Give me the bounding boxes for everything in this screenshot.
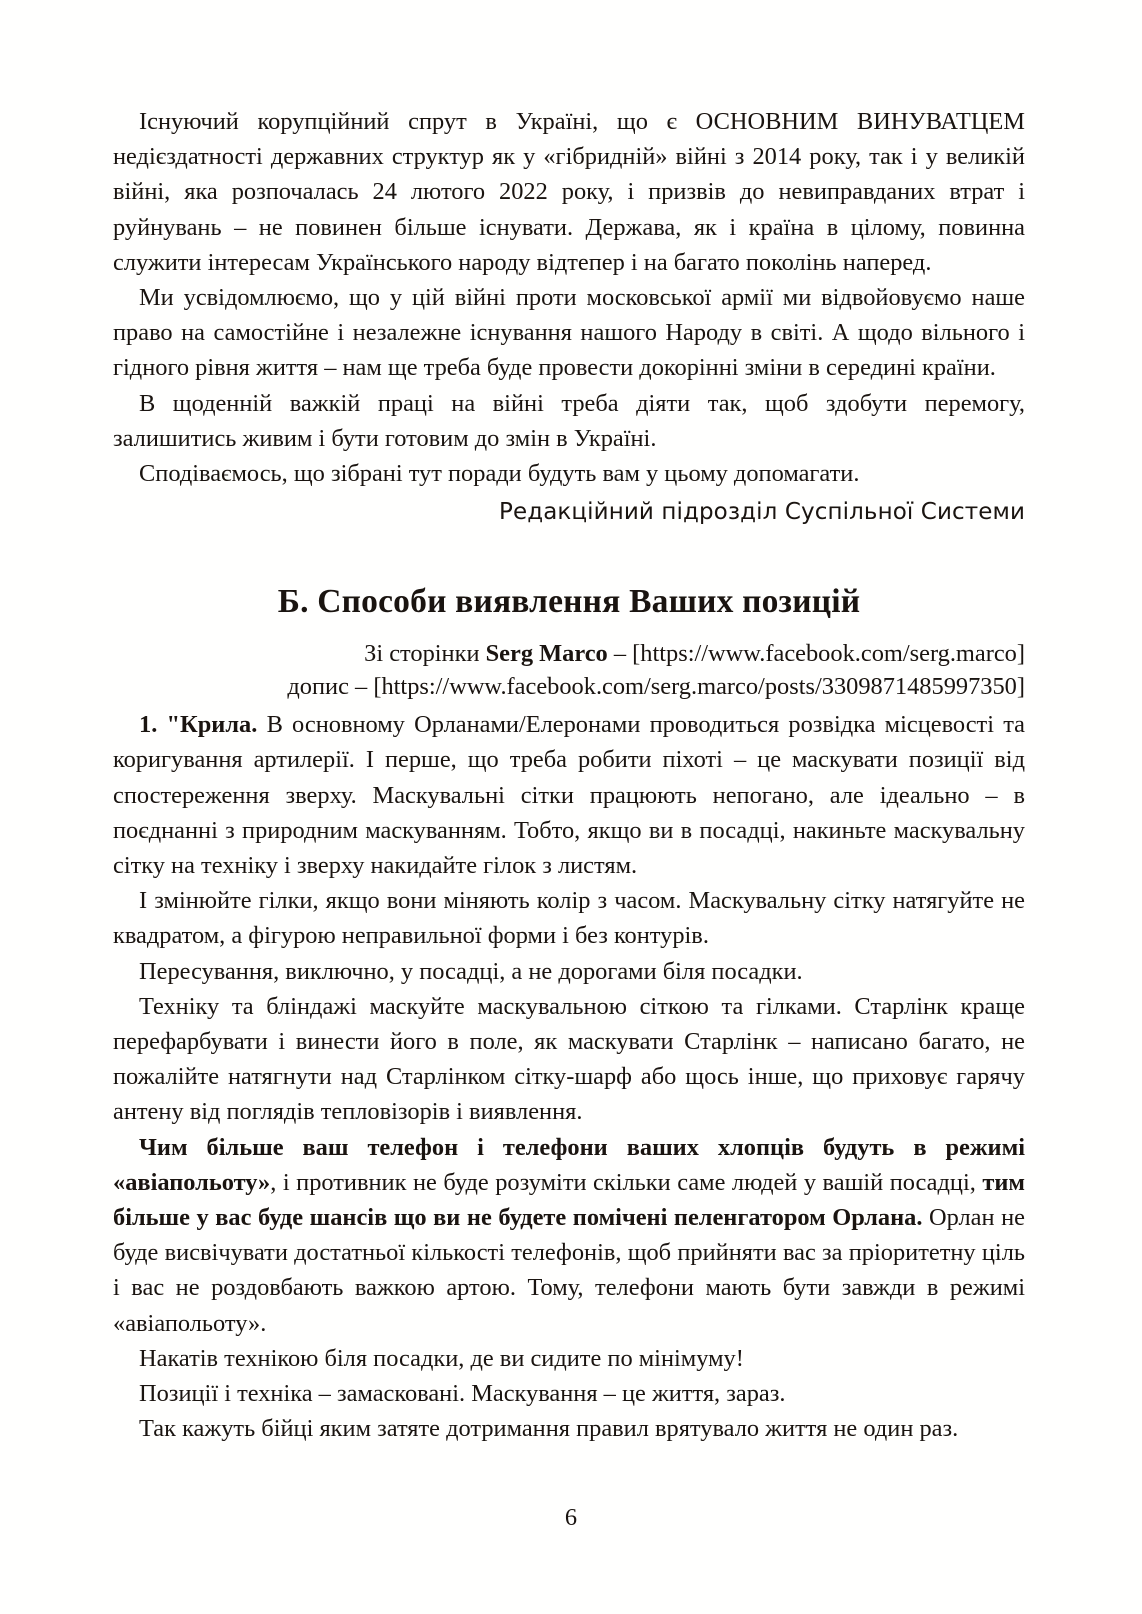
source-page-author: Serg Marco — [485, 640, 608, 668]
paragraph-movement: Пересування, виключно, у посадці, а не дорогами біля посадки. — [139, 957, 803, 985]
heading-spacer-bottom — [113, 625, 1025, 637]
airplane-mode-regular-2: Орлан не буде висвічувати достатньої кількості телефонів, щоб прийняти вас за пріоритетну ціль і вас не роздовбають важкою артою. Тому, телефони мають бути завжди в режимі «авіапольоту». — [113, 1204, 1025, 1337]
page-number: 6 — [564, 1504, 578, 1531]
paragraph-fighters: Так кажуть бійці яким затяте дотримання правил врятувало життя не один раз. — [139, 1415, 959, 1443]
section-heading: Б. Способи виявлення Ваших позицій — [277, 583, 861, 621]
paragraph-rollouts: Накатів технікою біля посадки, де ви сидите по мінімуму! — [139, 1344, 744, 1372]
editorial-signature: Редакційний підрозділ Суспільної Системи — [499, 499, 1025, 526]
source-page-url: – [https://www.facebook.com/serg.marco] — [607, 640, 1025, 668]
paragraph-positions: Позиції і техніка – замасковані. Маскування – це життя, зараз. — [139, 1380, 786, 1408]
paragraph-daily-work: В щоденній важкій праці на війні треба діяти так, щоб здобути перемогу, залишитись живим і бути готовим до змін в Україні. — [113, 389, 1025, 452]
source-page-prefix: Зі сторінки — [364, 640, 486, 668]
airplane-mode-bold-2: тим більше у вас буде шансів що ви не будете помічені пеленгатором Орлана. — [113, 1168, 1025, 1232]
airplane-mode-bold-1: Чим більше ваш телефон і телефони ваших хлопців будуть в режимі «авіапольоту» — [113, 1133, 1025, 1196]
source-line-post — [113, 670, 1025, 703]
paragraph-airplane-mode — [113, 1130, 1025, 1341]
page-content — [113, 104, 1025, 1447]
paragraph-corruption: Існуючий корупційний спрут в Україні, що є ОСНОВНИМ ВИНУВАТЦЕМ недієздатності державних структур як у «гібридній» війні з 2014 року, так і у великій війні, яка розпочалась 24 лютого 2022 року, і призвів до невиправданих втрат і руйнувань – не повинен більше існувати. Держава, як і країна в цілому, повинна служити інтересам Українського народу відтепер і на багато поколінь наперед. — [113, 108, 1025, 276]
paragraph-awareness: Ми усвідомлюємо, що у цій війні проти московської армії ми відвойовуємо наше право на самостійне і незалежне існування нашого Народу в світі. А щодо вільного і гідного рівня життя – нам ще треба буде провести докорінні зміни в середині країни. — [113, 284, 1025, 382]
item-1-lead: 1. "Крила. — [139, 711, 258, 739]
source-line-page — [113, 637, 1025, 670]
paragraph-branches: І змінюйте гілки, якщо вони міняють колір з часом. Маскувальну сітку натягуйте не квадратом, а фігурою неправильної форми і без контурів. — [113, 887, 1025, 950]
source-post-url: допис – [https://www.facebook.com/serg.marco/posts/3309871485997350] — [287, 673, 1025, 701]
paragraph-item-1 — [113, 707, 1025, 883]
heading-spacer-top — [113, 533, 1025, 579]
airplane-mode-regular-1: , і противник не буде розуміти скільки саме людей у вашій посадці, — [270, 1168, 983, 1196]
paragraph-hope: Сподіваємось, що зібрані тут поради будуть вам у цьому допомагати. — [139, 460, 860, 488]
item-1-body: В основному Орланами/Елеронами проводиться розвідка місцевості та коригування артилерії. І перше, що треба робити піхоті – це маскувати позиції від спостереження зверху. Маскувальні сітки працюють непогано, але ідеально – в поєднанні з природним маскуванням. Тобто, якщо ви в посадці, накиньте маскувальну сітку на техніку і зверху накидайте гілок з листям. — [113, 711, 1025, 880]
paragraph-starlink: Техніку та бліндажі маскуйте маскувальною сіткою та гілками. Старлінк краще перефарбувати і винести його в поле, як маскувати Старлінк – написано багато, не пожалійте натягнути над Старлінком сітку-шарф або щось інше, що приховує гарячу антену від поглядів тепловізорів і виявлення. — [113, 992, 1025, 1126]
